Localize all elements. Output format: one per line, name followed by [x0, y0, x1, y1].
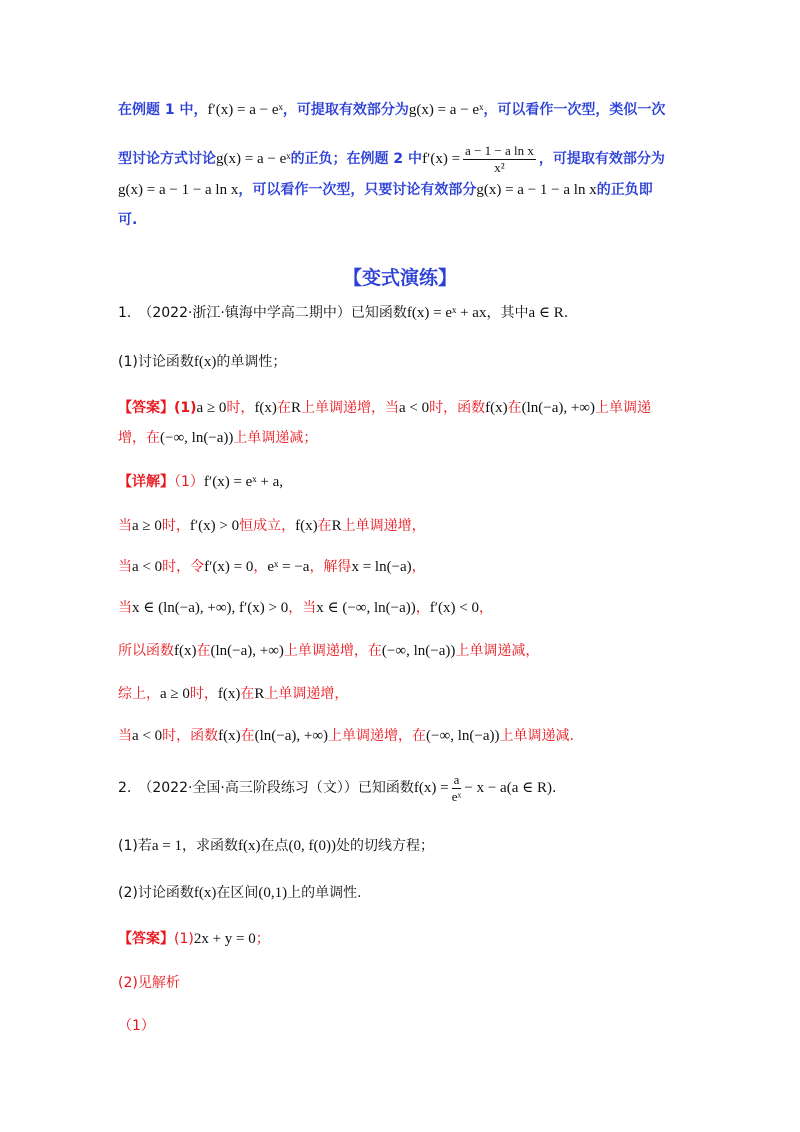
q1-detail-line-5 [118, 641, 539, 661]
q1-text: 当 [118, 518, 132, 534]
formula: (0,1) [258, 885, 288, 901]
formula: f′(x) = 0 [204, 559, 254, 575]
formula: x ∈ (ln(−a), +∞), f′(x) > 0 [132, 600, 289, 616]
formula: a < 0 [132, 559, 163, 575]
q1-text: 上单调递减； [233, 430, 318, 446]
formula: f(x) [217, 686, 241, 702]
q1-text: ，其中 [486, 305, 529, 321]
q2-text: (2)讨论函数 [118, 885, 194, 901]
intro-line-1 [118, 100, 665, 120]
intro-text: ，可以看作一次型，只要讨论有效部分 [238, 182, 477, 198]
q2-text: (1)若 [118, 838, 152, 854]
q1-detail-line-6 [118, 684, 348, 704]
intro-text: 的正负即 [596, 182, 653, 198]
q2-text: ； [255, 931, 270, 947]
q2-text: 在点 [260, 838, 289, 854]
formula: 2x + y = 0 [193, 931, 256, 947]
q1-part1 [118, 352, 286, 372]
q1-stem [118, 303, 568, 323]
q1-text: 在 [240, 728, 255, 744]
q1-text: 在 [317, 518, 332, 534]
q2-part1 [118, 836, 434, 856]
formula: a ≥ 0 [196, 400, 227, 416]
formula: a ∈ R [528, 305, 564, 321]
q1-text: 当 [118, 728, 132, 744]
formula: a < 0 [398, 400, 430, 416]
q1-detail-line-7 [118, 726, 574, 746]
q1-text: ，解得 [309, 559, 352, 575]
formula: a < 0 [132, 728, 163, 744]
formula: x = ln(−a) [351, 559, 412, 575]
answer-label: 【答案】 [118, 931, 174, 947]
formula: (−∞, ln(−a)) [160, 430, 234, 446]
formula: (−∞, ln(−a)) [426, 728, 500, 744]
q1-text: 上单调递 [595, 400, 651, 416]
q1-text: 所以函数 [118, 643, 174, 659]
formula: g(x) = a − 1 − a ln x [476, 182, 597, 198]
q2-text: 在区间 [216, 885, 259, 901]
intro-text: 型讨论方式讨论 [118, 151, 216, 167]
intro-text: ，可提取有效部分为 [538, 151, 665, 167]
formula: f(x) = eˣ + ax [406, 305, 487, 321]
q1-text: 当 [118, 600, 132, 616]
formula: f′(x) = [422, 151, 461, 167]
q1-text: 上单调递减. [499, 728, 574, 744]
q1-answer-line-2 [118, 428, 317, 448]
formula: f(x) [295, 518, 318, 534]
q1-text: 上单调递增，当 [300, 400, 399, 416]
formula: f(x) = [413, 780, 449, 796]
q1-text: 上单调递增， [341, 518, 426, 534]
q2-detail-line-1: （1） [118, 1018, 155, 1034]
formula: a ≥ 0 [160, 686, 190, 702]
q1-text: 综上， [118, 686, 160, 702]
intro-text: 可. [118, 212, 138, 228]
q1-text: 时，令 [162, 559, 205, 575]
q2-text: 2. （2022·全国·高三阶段练习（文））已知函数 [118, 780, 414, 796]
intro-line-4 [118, 210, 137, 230]
q2-part2 [118, 883, 362, 903]
q1-text: 上单调递增，在 [283, 643, 382, 659]
q2-text: . [551, 780, 557, 796]
q1-text: ， [415, 600, 430, 616]
formula: f′(x) < 0 [429, 600, 480, 616]
formula: a = 1 [151, 838, 182, 854]
q1-text: 在 [240, 686, 255, 702]
formula: R [331, 518, 342, 534]
formula: f′(x) = a − eˣ [207, 102, 283, 118]
q1-answer-line-1 [118, 398, 651, 418]
formula: (ln(−a), +∞) [210, 643, 284, 659]
q1-text: 当 [118, 559, 132, 575]
q1-text: （1） [174, 474, 204, 490]
q1-text: (1) [174, 400, 197, 416]
formula: f(x) [174, 643, 197, 659]
fraction-denominator: x² [494, 159, 505, 175]
fraction-numerator: a − 1 − a ln x [465, 142, 534, 158]
formula: f′(x) > 0 [189, 518, 240, 534]
fraction [452, 772, 462, 805]
intro-text: ，可以看作一次型，类似一次 [483, 102, 666, 118]
formula: (ln(−a), +∞) [521, 400, 595, 416]
q1-text: 上单调递增， [264, 686, 349, 702]
formula: f(x) [254, 400, 277, 416]
q1-text: ，当 [288, 600, 317, 616]
intro-line-2 [118, 141, 665, 177]
formula: (0, f(0)) [288, 838, 336, 854]
formula: f(x) [193, 354, 217, 370]
q1-text: 恒成立， [239, 518, 296, 534]
formula: f(x) [218, 728, 241, 744]
q1-text: 1. （2022·浙江·镇海中学高二期中）已知函数 [118, 305, 407, 321]
formula: f(x) [193, 885, 217, 901]
formula: eˣ = −a [267, 559, 310, 575]
formula: x ∈ (−∞, ln(−a)) [316, 600, 416, 616]
q1-detail-line-4 [118, 598, 493, 618]
q2-answer-line-1 [118, 929, 270, 949]
q2-stem [118, 770, 556, 806]
q1-text: 上单调递减， [455, 643, 540, 659]
q1-text: 时， [226, 400, 255, 416]
q1-text: 时， [161, 518, 190, 534]
q1-text: 在 [276, 400, 291, 416]
fraction-denominator: eˣ [451, 788, 462, 804]
formula: g(x) = a − eˣ [408, 102, 484, 118]
formula: f(x) [237, 838, 261, 854]
q1-text: (1)讨论函数 [118, 354, 194, 370]
q1-detail-line-1 [118, 472, 283, 492]
q1-text: ， [411, 559, 426, 575]
q1-detail-line-2 [118, 516, 426, 536]
formula: f′(x) = eˣ + a, [203, 474, 284, 490]
section-heading: 【变式演练】 [342, 267, 457, 289]
q2-text: (1) [174, 931, 194, 947]
fraction [463, 143, 536, 176]
q2-answer-line-2: (2)见解析 [118, 975, 180, 991]
formula: R [254, 686, 265, 702]
formula: (−∞, ln(−a)) [381, 643, 456, 659]
fraction-numerator: a [453, 771, 460, 787]
q2-text: ，求函数 [181, 838, 238, 854]
intro-line-3 [118, 180, 653, 200]
q1-text: 的单调性； [216, 354, 287, 370]
formula: R [290, 400, 301, 416]
intro-text: 在例题 1 中， [118, 102, 208, 118]
formula: − x − a(a ∈ R) [464, 780, 552, 796]
formula: g(x) = a − eˣ [216, 151, 291, 167]
formula: a ≥ 0 [132, 518, 162, 534]
q1-text: 在 [507, 400, 522, 416]
q1-text: 时，函数 [162, 728, 219, 744]
q1-text: 上单调递增，在 [328, 728, 427, 744]
q1-text: ， [479, 600, 494, 616]
detail-label: 【详解】 [118, 474, 174, 490]
q1-text: ， [253, 559, 268, 575]
q1-text: 在 [196, 643, 211, 659]
q2-text: 处的切线方程； [335, 838, 434, 854]
q1-detail-line-3 [118, 557, 426, 577]
formula: f(x) [485, 400, 508, 416]
q2-text: 上的单调性. [287, 885, 362, 901]
formula: (ln(−a), +∞) [254, 728, 329, 744]
answer-label: 【答案】 [118, 400, 174, 416]
q1-text: 时， [189, 686, 218, 702]
q1-text: 时，函数 [429, 400, 486, 416]
intro-text: ，可提取有效部分为 [282, 102, 409, 118]
formula: g(x) = a − 1 − a ln x [118, 182, 239, 198]
q1-text: . [563, 305, 569, 321]
q1-text: 增，在 [118, 430, 160, 446]
intro-text: 的正负；在例题 2 中 [290, 151, 423, 167]
